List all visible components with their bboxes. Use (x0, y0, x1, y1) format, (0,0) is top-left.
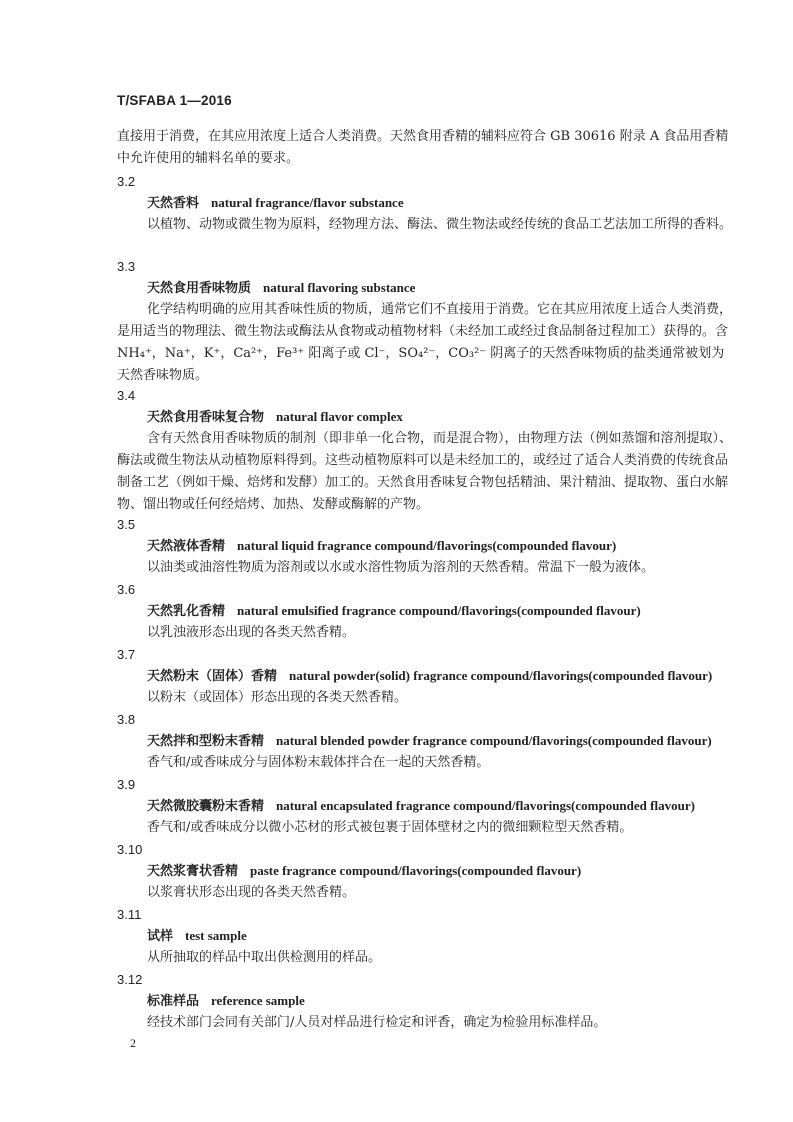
section-number: 3.12 (117, 972, 143, 987)
section-number: 3.10 (117, 842, 143, 857)
term-zh: 天然食用香味物质 (147, 281, 252, 296)
term-zh: 天然粉末（固体）香精 (147, 669, 278, 684)
page-number: 2 (130, 1036, 136, 1050)
term-en: natural liquid fragrance compound/flavorings(compounded flavour) (237, 538, 617, 553)
section-3-4 (117, 386, 737, 516)
term-definition: 以植物、动物或微生物为原料，经物理方法、酶法、微生物法或经传统的食品工艺法加工所得的香料。 (147, 217, 733, 232)
term-zh: 试样 (147, 929, 174, 944)
term-definition: 含有天然食用香味物质的制剂（即非单一化合物，而是混合物），由物理方法（例如蒸馏和溶剂提取）、酶法或微生物法从动植物原料得到。这些动植物原料可以是未经加工的，或经过了适合人类消费的传统食品制备工艺（例如干燥、焙烤和发酵）加工的。天然食用香味复合物包括精油、果汁精油、提取物、蛋白水解物、馏出物或任何经焙烤、加热、发酵或酶解的产物。 (117, 431, 733, 512)
section-3-8 (117, 710, 737, 774)
term-heading (117, 406, 737, 428)
term-en: test sample (185, 928, 247, 943)
term-en: natural powder(solid) fragrance compound/flavorings(compounded flavour) (289, 668, 713, 683)
section-3-11 (117, 905, 737, 969)
section-3-2 (117, 172, 737, 236)
section-number: 3.4 (117, 388, 136, 403)
term-definition: 经技术部门会同有关部门/人员对样品进行检定和评香，确定为检验用标准样品。 (147, 1015, 607, 1030)
term-zh: 天然微胶囊粉末香精 (147, 799, 265, 814)
section-number: 3.9 (117, 777, 136, 792)
section-3-9 (117, 775, 737, 839)
term-en: paste fragrance compound/flavorings(compounded flavour) (250, 863, 582, 878)
term-en: natural flavor complex (276, 409, 403, 424)
term-zh: 天然香料 (147, 196, 200, 211)
term-zh: 天然食用香味复合物 (147, 410, 265, 425)
section-number: 3.6 (117, 582, 136, 597)
term-heading (117, 795, 737, 817)
term-zh: 天然乳化香精 (147, 604, 226, 619)
term-zh: 天然液体香精 (147, 539, 226, 554)
term-en: natural fragrance/flavor substance (211, 195, 404, 210)
term-en: natural emulsified fragrance compound/flavorings(compounded flavour) (237, 603, 641, 618)
term-en: natural flavoring substance (263, 280, 416, 295)
section-3-7 (117, 645, 737, 709)
term-heading (117, 665, 737, 687)
term-zh: 标准样品 (147, 994, 200, 1009)
section-3-10 (117, 840, 737, 904)
term-definition: 从所抽取的样品中取出供检测用的样品。 (147, 950, 382, 965)
section-number: 3.3 (117, 259, 136, 274)
term-heading (117, 535, 737, 557)
section-3-12 (117, 970, 737, 1034)
document-id-header: T/SFABA 1—2016 (117, 93, 232, 108)
term-zh: 天然浆膏状香精 (147, 864, 239, 879)
term-definition: 以乳浊液形态出现的各类天然香精。 (147, 625, 356, 640)
term-heading (117, 277, 737, 299)
intro-paragraph: 直接用于消费，在其应用浓度上适合人类消费。天然食用香精的辅料应符合 GB 30616 附录 A 食品用香精中允许使用的辅料名单的要求。 (117, 129, 729, 166)
section-number: 3.7 (117, 647, 136, 662)
term-heading (117, 600, 737, 622)
term-heading (117, 990, 737, 1012)
section-number: 3.11 (117, 907, 142, 922)
term-definition: 以浆膏状形态出现的各类天然香精。 (147, 885, 356, 900)
section-3-3 (117, 257, 737, 387)
term-heading (117, 192, 737, 214)
section-number: 3.8 (117, 712, 136, 727)
term-heading (117, 925, 737, 947)
term-definition: 香气和/或香味成分以微小芯材的形式被包裹于固体壁材之内的微细颗粒型天然香精。 (147, 820, 633, 835)
section-3-6 (117, 580, 737, 644)
term-heading (117, 860, 737, 882)
term-zh: 天然拌和型粉末香精 (147, 734, 265, 749)
term-definition: 香气和/或香味成分与固体粉末载体拌合在一起的天然香精。 (147, 755, 490, 770)
term-en: reference sample (211, 993, 305, 1008)
section-number: 3.5 (117, 517, 136, 532)
term-definition: 化学结构明确的应用其香味性质的物质，通常它们不直接用于消费。它在其应用浓度上适合人类消费，是用适当的物理法、微生物法或酶法从食物或动植物材料（未经加工或经过食品制备过程加工）获得的。含 NH₄⁺，Na⁺，K⁺，Ca²⁺，Fe³⁺ 阳离子或 Cl⁻，SO₄²⁻，CO₃²⁻ 阴离子的天然香味物质的盐类通常被划为天然香味物质。 (117, 302, 733, 383)
term-en: natural blended powder fragrance compound/flavorings(compounded flavour) (276, 733, 712, 748)
term-en: natural encapsulated fragrance compound/flavorings(compounded flavour) (276, 798, 695, 813)
term-definition: 以粉末（或固体）形态出现的各类天然香精。 (147, 690, 408, 705)
term-heading (117, 730, 737, 752)
section-3-5 (117, 515, 737, 579)
section-number: 3.2 (117, 174, 136, 189)
term-definition: 以油类或油溶性物质为溶剂或以水或水溶性物质为溶剂的天然香精。常温下一般为液体。 (147, 560, 655, 575)
